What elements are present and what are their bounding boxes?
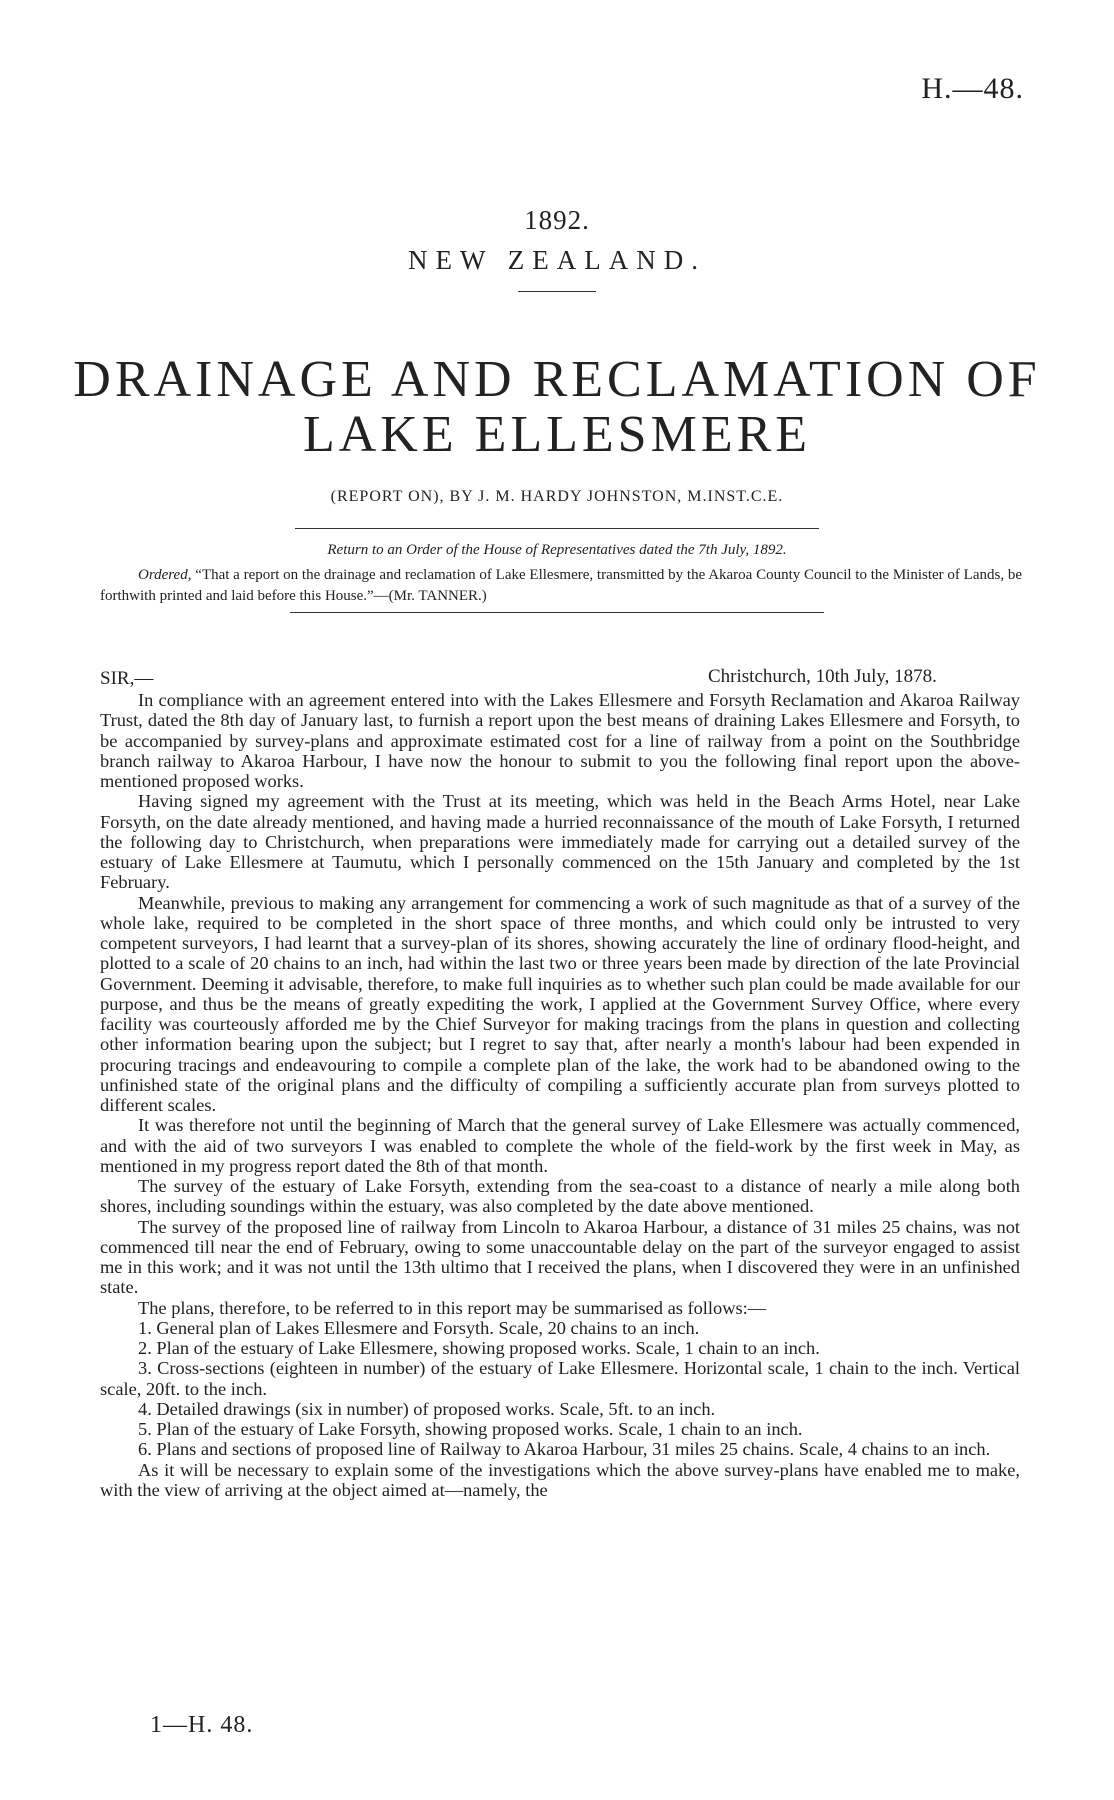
paragraph: In compliance with an agreement entered into with the Lakes Ellesmere and Forsyth Reclamation and Akaroa Railway Trust, dated the 8th day of January last, to furnish a report upon the best means of draining Lakes Ellesmere and Forsyth, to be accompanied by survey-plans and approximate estimated cost for a line of railway from a point on the Southbridge branch railway to Akaroa Harbour, I have now the honour to submit to you the following final report upon the above-mentioned proposed works. (100, 690, 1020, 791)
paragraph: The survey of the estuary of Lake Forsyth, extending from the sea-coast to a distance of nearly a mile along both shores, including soundings within the estuary, was also completed by the date above mentioned. (100, 1176, 1020, 1217)
ordered-text: “That a report on the drainage and reclamation of Lake Ellesmere, transmitted by the Akaroa County Council to the Minister of Lands, be forthwith printed and laid before this House.”—(Mr. TANNER.) (100, 567, 1023, 604)
divider-upper (295, 528, 819, 529)
plan-list-item: 1. General plan of Lakes Ellesmere and Forsyth. Scale, 20 chains to an inch. (138, 1317, 700, 1338)
paragraph: Having signed my agreement with the Trust at its meeting, which was held in the Beach Arms Hotel, near Lake Forsyth, on the date already mentioned, and having made a hurried reconnaissance of the mouth of Lake Forsyth, I returned the following day to Christchurch, when preparations were immediately made for carrying out a detailed survey of the estuary of Lake Ellesmere at Taumutu, which I personally commenced on the 15th January and completed by the 1st February. (100, 791, 1020, 893)
paragraph: The plans, therefore, to be referred to in this report may be summarised as follows:— (138, 1297, 767, 1318)
divider-short (518, 291, 596, 292)
ordered-label: Ordered, (138, 567, 192, 583)
page-signature: 1—H. 48. (150, 1712, 254, 1738)
salutation: SIR,— (100, 668, 154, 689)
year: 1892. (524, 205, 590, 235)
order-paragraph (100, 565, 1022, 607)
return-order-line: Return to an Order of the House of Representatives dated the 7th July, 1892. (327, 542, 787, 558)
subtitle: (REPORT ON), BY J. M. HARDY JOHNSTON, M.INST.C.E. (330, 488, 784, 505)
letter-body (100, 690, 1020, 1500)
page-reference: H.—48. (921, 72, 1024, 105)
paragraph: As it will be necessary to explain some of the investigations which the above survey-plans have enabled me to make, with the view of arriving at the object aimed at—namely, the (100, 1459, 1020, 1500)
plan-list-item: 2. Plan of the estuary of Lake Ellesmere, showing proposed works. Scale, 1 chain to an inch. (138, 1338, 820, 1358)
divider-lower (290, 612, 824, 613)
paragraph: The survey of the proposed line of railway from Lincoln to Akaroa Harbour, a distance of 31 miles 25 chains, was not commenced till near the end of February, owing to some unaccountable delay on the part of the surveyor engaged to assist me in this work; and it was not until the 13th ultimo that I received the plans, when I discovered they were in an unfinished state. (100, 1216, 1020, 1298)
dateline: Christchurch, 10th July, 1878. (708, 666, 937, 687)
plan-list-item: 5. Plan of the estuary of Lake Forsyth, showing proposed works. Scale, 1 chain to an inch. (138, 1419, 803, 1439)
plan-list-item: 3. Cross-sections (eighteen in number) of the estuary of Lake Ellesmere. Horizontal scale, 1 chain to the inch. Vertical scale, 20ft. to the inch. (100, 1358, 1020, 1399)
country: NEW ZEALAND. (408, 245, 706, 275)
paragraph: It was therefore not until the beginning of March that the general survey of Lake Ellesmere was actually commenced, and with the aid of two surveyors I was enabled to complete the whole of the field-work by the first week in May, as mentioned in my progress report dated the 8th of that month. (100, 1115, 1020, 1176)
paragraph: Meanwhile, previous to making any arrangement for commencing a work of such magnitude as that of a survey of the whole lake, required to be completed in the short space of three months, and which could only be intrusted to very competent surveyors, I had learnt that a survey-plan of its shores, showing accurately the line of ordinary flood-height, and plotted to a scale of 20 chains to an inch, had within the last two or three years been made by direction of the late Provincial Government. Deeming it advisable, therefore, to make full inquiries as to whether such plan could be made available for our purpose, and thus be the means of greatly expediting the work, I applied at the Government Survey Office, where every facility was courteously afforded me by the Chief Surveyor for making tracings from the plans in question and collecting other information bearing upon the subject; but I regret to say that, after nearly a month's labour had been expended in procuring tracings and endeavouring to compile a complete plan of the lake, the work had to be abandoned owing to the unfinished state of the original plans and the difficulty of compiling a sufficiently accurate plan from surveys plotted to different scales. (100, 892, 1020, 1115)
plan-list-item: 6. Plans and sections of proposed line of Railway to Akaroa Harbour, 31 miles 25 chains. Scale, 4 chains to an inch. (138, 1439, 991, 1460)
title-line-1: DRAINAGE AND RECLAMATION OF (73, 351, 1041, 408)
plan-list-item: 4. Detailed drawings (six in number) of proposed works. Scale, 5ft. to an inch. (138, 1398, 716, 1419)
title-line-2: LAKE ELLESMERE (302, 406, 812, 463)
